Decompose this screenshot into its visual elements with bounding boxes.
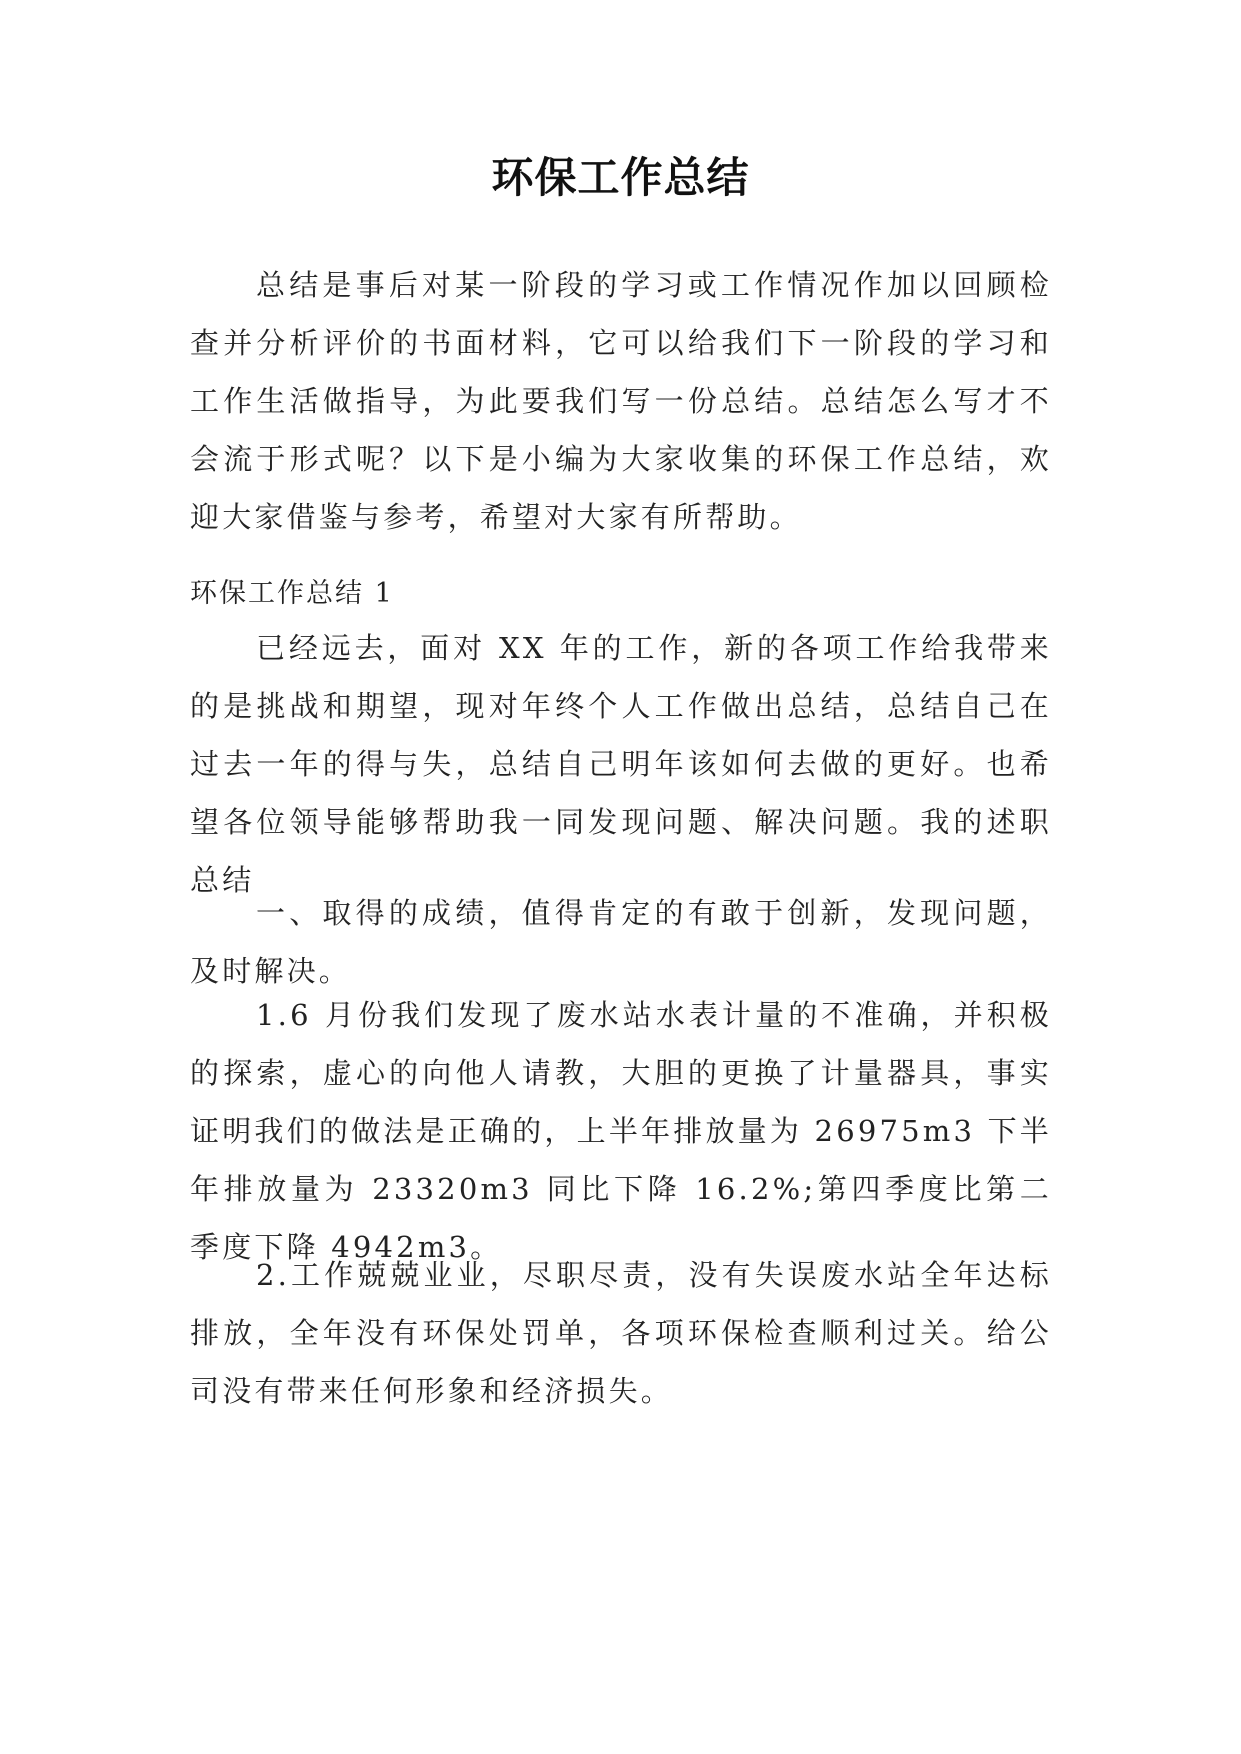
paragraph-4: 2.工作兢兢业业，尽职尽责，没有失误废水站全年达标排放，全年没有环保处罚单，各项环保检查顺利过关。给公司没有带来任何形象和经济损失。 [190,1258,1052,1408]
paragraph-1: 已经远去，面对 XX 年的工作，新的各项工作给我带来的是挑战和期望，现对年终个人工作做出总结，总结自己在过去一年的得与失，总结自己明年该如何去做的更好。也希望各位领导能够帮助我一同发现问题、解决问题。我的述职总结 [190,631,1052,897]
document-title: 环保工作总结 [491,153,750,202]
paragraph-2: 一、取得的成绩，值得肯定的有敢于创新，发现问题，及时解决。 [190,896,1052,988]
paragraph-3: 1.6 月份我们发现了废水站水表计量的不准确，并积极的探索，虚心的向他人请教，大胆的更换了计量器具，事实证明我们的做法是正确的，上半年排放量为 26975m3 下半年排放量为 23320m3 同比下降 16.2%;第四季度比第二季度下降 4942m3。 [190,998,1052,1264]
intro-paragraph: 总结是事后对某一阶段的学习或工作情况作加以回顾检查并分析评价的书面材料，它可以给我们下一阶段的学习和工作生活做指导，为此要我们写一份总结。总结怎么写才不会流于形式呢？以下是小编为大家收集的环保工作总结，欢迎大家借鉴与参考，希望对大家有所帮助。 [190,268,1052,534]
section-heading: 环保工作总结 1 [190,578,394,609]
